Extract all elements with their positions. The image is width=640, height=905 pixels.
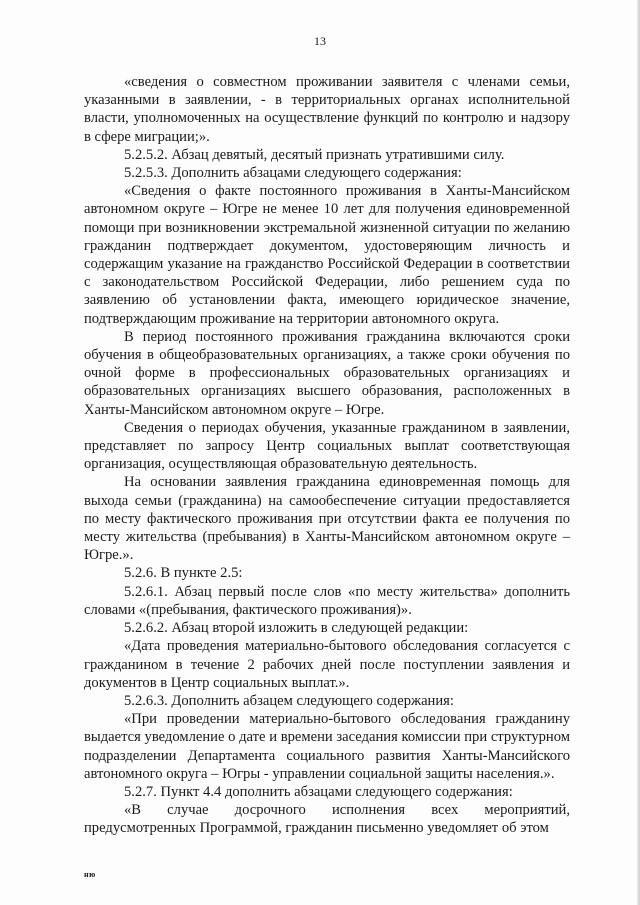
paragraph-assistance-basis: На основании заявления гражданина единовременная помощь для выхода семьи (гражданина) на самообеспечение ситуации предоставляется по месту фактического проживания при отсутствии факта ее получения по месту жительства (пребывания) в Ханты-Мансийском автономном округе – Югре.».	[84, 474, 570, 564]
paragraph-study-period: В период постоянного проживания гражданина включаются сроки обучения в общеобразовательных организациях, а также сроки обучения по очной форме в профессиональных образовательных организациях и образовательных организациях высшего образования, расположенных в Ханты-Мансийском автономном округе – Югре.	[84, 328, 570, 418]
paragraph-5-2-6-2: 5.2.6.2. Абзац второй изложить в следующей редакции:	[124, 620, 469, 637]
paragraph-5-2-6-1: 5.2.6.1. Абзац первый после слов «по месту жительства» дополнить словами «(пребывания, фактического проживания)».	[84, 583, 570, 618]
page-number: 13	[314, 34, 326, 48]
paragraph-5-2-6-3: 5.2.6.3. Дополнить абзацем следующего содержания:	[124, 692, 454, 709]
paragraph-study-info: Сведения о периодах обучения, указанные гражданином в заявлении, представляет по запросу Центр социальных выплат соответствующая организация, осуществляющая образовательную деятельность.	[84, 419, 570, 473]
paragraph-5-2-7: 5.2.7. Пункт 4.4 дополнить абзацами следующего содержания:	[124, 783, 513, 800]
footer-mark: ню	[84, 870, 96, 879]
document-body	[84, 73, 570, 838]
paragraph-inspection-date: «Дата проведения материально-бытового обследования согласуется с гражданином в течение 2 рабочих дней после поступлении заявления и документов в Центр социальных выплат.».	[84, 638, 570, 691]
paragraph-residence-proof: «Сведения о факте постоянного проживания в Ханты-Мансийском автономном округе – Югре не менее 10 лет для получения единовременной помощи при возникновении экстремальной жизненной ситуации по желанию гражданин подтверждает документом, удостоверяющим личность и содержащим указание на гражданство Российской Федерации в соответствии с законодательством Российской Федерации, либо решением суда по заявлению об установлении факта, имеющего юридическое значение, подтверждающим проживание на территории автономного округа.	[84, 183, 570, 327]
paragraph-5-2-6: 5.2.6. В пункте 2.5:	[124, 565, 243, 582]
paragraph-inspection-notice: «При проведении материально-бытового обследования гражданину выдается уведомление о дате и времени заседания комиссии при структурном подразделении Департамента социального развития Ханты-Мансийского автономного округа – Югры - управлении социальной защиты населения.».	[84, 711, 570, 782]
paragraph-5-2-5-3: 5.2.5.3. Дополнить абзацами следующего содержания:	[124, 165, 462, 182]
paragraph-migration-info: «сведения о совместном проживании заявителя с членами семьи, указанными в заявлении, - в территориальных органах исполнительной власти, уполномоченных на осуществление функций по контролю и надзору в сфере миграции;».	[84, 74, 570, 145]
paragraph-5-2-5-2: 5.2.5.2. Абзац девятый, десятый признать утратившими силу.	[124, 146, 505, 163]
paragraph-early-completion: «В случае досрочного исполнения всех мероприятий, предусмотренных Программой, гражданин письменно уведомляет об этом	[84, 802, 570, 837]
